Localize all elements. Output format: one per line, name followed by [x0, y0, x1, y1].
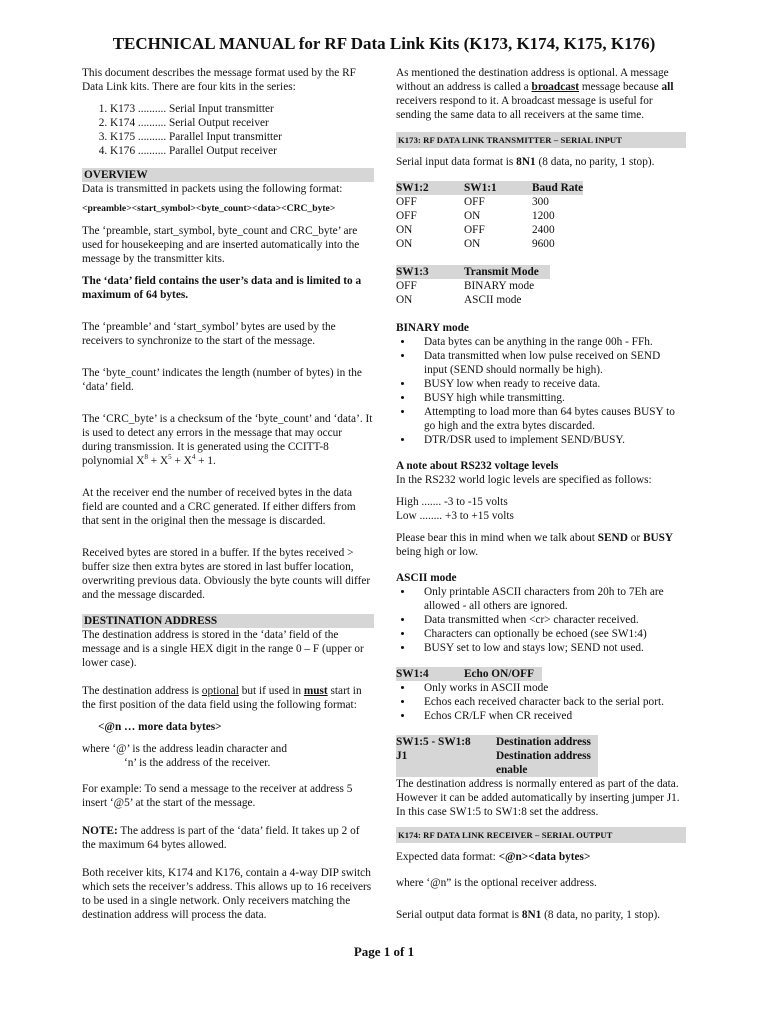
serial-format-paragraph — [396, 155, 686, 169]
kit-item: 2. K174 .......... Serial Output receiver — [110, 116, 374, 130]
table-header-cell: Baud Rate — [532, 182, 584, 194]
ascii-heading: ASCII mode — [396, 572, 457, 584]
list-item: • BUSY low when ready to receive data. — [414, 377, 686, 391]
table-cell: Destination address — [496, 735, 598, 749]
intro-paragraph: This document describes the message format used by the RF Data Link kits. There are four kits in the series: — [82, 67, 356, 93]
text: (8 data, no parity, 1 stop). — [535, 156, 655, 168]
busy-word: BUSY — [642, 532, 674, 544]
destination-enable-paragraph: The destination address is normally entered as part of the data. However it can be added automatically by inserting jumper J1. In this case SW1:5 to SW1:8 set the address. — [396, 778, 680, 818]
all-word: all — [661, 81, 674, 93]
must-word: must — [303, 685, 328, 697]
kit-item: 4. K176 .......... Parallel Output receiver — [110, 144, 374, 158]
send-word: SEND — [597, 532, 628, 544]
table-header-row — [396, 181, 583, 195]
crc-exponent: 8 — [144, 453, 148, 462]
list-item: • BUSY high while transmitting. — [414, 391, 686, 405]
preamble-paragraph: The ‘preamble’ and ‘start_symbol’ bytes are used by the receivers to synchronize to the start of the message. — [82, 321, 336, 347]
table-cell: ON — [464, 238, 481, 250]
table-header-cell: Transmit Mode — [464, 265, 550, 279]
optional-word: optional — [201, 685, 239, 697]
kit-item: 3. K175 .......... Parallel Input transmitter — [110, 130, 374, 144]
list-item: • DTR/DSR used to implement SEND/BUSY. — [414, 433, 686, 447]
text: start in the first position of the data field using the following format: — [82, 685, 362, 711]
list-item: • Data bytes can be anything in the range 00h - FFh. — [414, 335, 686, 349]
table-row — [396, 237, 583, 251]
text: The destination address is — [82, 685, 202, 697]
table-row — [396, 749, 598, 777]
destination-format: <@n … more data bytes> — [98, 721, 222, 733]
table-cell: OFF — [396, 280, 417, 292]
table-row — [396, 735, 598, 749]
overview-text: Data is transmitted in packets using the following format: — [82, 183, 343, 195]
table-row — [396, 209, 583, 223]
table-cell: Destination address enable — [496, 749, 598, 777]
table-cell: ON — [396, 224, 413, 236]
where-line: where ‘@’ is the address leadin character and — [82, 743, 287, 755]
table-row — [396, 279, 550, 293]
page-title: TECHNICAL MANUAL for RF Data Link Kits (K173, K174, K175, K176) — [112, 34, 656, 53]
text: or — [627, 532, 643, 544]
output-format-paragraph — [396, 908, 686, 922]
rs232-heading: A note about RS232 voltage levels — [396, 460, 559, 472]
packet-format: <preamble><start_symbol><byte_count><data><CRC_byte> — [82, 203, 336, 214]
crc-text: + X — [147, 455, 169, 467]
crc-paragraph — [82, 412, 374, 468]
list-item: • Echos each received character back to the serial port. — [414, 695, 686, 709]
list-item: • Echos CR/LF when CR received — [414, 709, 686, 723]
table-cell: 9600 — [532, 238, 555, 250]
text: message because — [579, 81, 662, 93]
binary-heading: BINARY mode — [396, 322, 469, 334]
broadcast-word: broadcast — [531, 81, 580, 93]
where-at-paragraph: where ‘@n” is the optional receiver address. — [396, 877, 597, 889]
text: Serial output data format is — [396, 909, 522, 921]
text: receivers respond to it. A broadcast message is useful for sending the same data to all receivers at the same time. — [396, 95, 653, 121]
example-paragraph: For example: To send a message to the receiver at address 5 insert ‘@5’ at the start of the message. — [82, 783, 353, 809]
table-cell: OFF — [396, 196, 417, 208]
note-label: NOTE: — [82, 825, 118, 837]
table-header-cell: Echo ON/OFF — [464, 667, 542, 681]
destination-paragraph: The destination address is stored in the ‘data’ field of the message and is a single HEX digit in the range 0 – F (upper or lower case). — [82, 629, 364, 669]
overview-heading: OVERVIEW — [82, 168, 374, 182]
list-item: • Characters can optionally be echoed (see SW1:4) — [414, 627, 686, 641]
bytecount-paragraph: The ‘byte_count’ indicates the length (number of bytes) in the ‘data’ field. — [82, 367, 362, 393]
data-limit-paragraph: The ‘data’ field contains the user’s data and is limited to a maximum of 64 bytes. — [82, 275, 362, 301]
expected-format-code: <@n><data bytes> — [498, 851, 591, 863]
format-code: 8N1 — [521, 909, 542, 921]
table-cell: ASCII mode — [464, 294, 522, 306]
ascii-list — [396, 585, 686, 655]
where-line: ‘n’ is the address of the receiver. — [124, 757, 271, 769]
destination-table — [396, 735, 598, 777]
list-item: • BUSY set to low and stays low; SEND not used. — [414, 641, 686, 655]
table-cell: ON — [396, 294, 413, 306]
table-header-row — [396, 667, 542, 681]
note-paragraph — [82, 824, 374, 852]
table-cell: BINARY mode — [464, 280, 535, 292]
text: but if used in — [238, 685, 304, 697]
destination-heading: DESTINATION ADDRESS — [82, 614, 374, 628]
note-text: The address is part of the ‘data’ field. It takes up 2 of the maximum 64 bytes allowed. — [82, 825, 360, 851]
voltage-levels — [396, 495, 686, 523]
text: As mentioned the destination address is optional. A message without an address is called a — [396, 67, 669, 93]
format-code: 8N1 — [516, 156, 536, 168]
table-cell: 2400 — [532, 224, 555, 236]
table-header-row — [396, 265, 550, 279]
table-header-cell: SW1:4 — [396, 667, 464, 681]
k174-heading: K174: RF DATA LINK RECEIVER – SERIAL OUTPUT — [396, 827, 686, 843]
table-cell: OFF — [464, 224, 485, 236]
table-header-cell: SW1:3 — [396, 265, 464, 279]
kit-list — [82, 102, 374, 158]
bear-paragraph — [396, 531, 686, 559]
crc-text: + 1. — [195, 455, 216, 467]
text: Please bear this in mind when we talk about — [396, 532, 598, 544]
text: Serial input data format is — [396, 156, 517, 168]
list-item: • Only works in ASCII mode — [414, 681, 686, 695]
list-item: • Data transmitted when <cr> character received. — [414, 613, 686, 627]
table-cell: ON — [396, 238, 413, 250]
table-row — [396, 223, 583, 237]
table-cell: OFF — [396, 210, 417, 222]
voltage-high: High ....... -3 to -15 volts — [396, 496, 508, 508]
crc-text: The ‘CRC_byte’ is a checksum of the ‘byte_count’ and ‘data’. It is used to detect any errors in the message that may occur during transmission. It is generated using the CCITT-8 polynomial X — [82, 413, 373, 467]
list-item: • Only printable ASCII characters from 20h to 7Eh are allowed - all others are ignored. — [414, 585, 686, 613]
mode-table — [396, 265, 550, 307]
table-header-cell: SW1:2 — [396, 181, 464, 195]
right-column — [396, 66, 686, 930]
voltage-low: Low ........ +3 to +15 volts — [396, 510, 514, 522]
text: (8 data, no parity, 1 stop). — [541, 909, 661, 921]
echo-list — [396, 681, 686, 723]
list-item: • Data transmitted when low pulse received on SEND input (SEND should normally be high). — [414, 349, 686, 377]
text: Expected data format: — [396, 851, 499, 863]
where-block — [82, 742, 374, 770]
housekeeping-paragraph: The ‘preamble, start_symbol, byte_count and CRC_byte’ are used for housekeeping and are inserted automatically into the message by the transmitter kits. — [82, 225, 360, 265]
baud-table — [396, 181, 583, 251]
binary-list — [396, 335, 686, 447]
crc-text: + X — [171, 455, 192, 467]
table-cell: SW1:5 - SW1:8 — [396, 735, 496, 749]
receiver-paragraph: At the receiver end the number of received bytes in the data field are counted and a CRC generated. If either differs from that sent in the original then the message is discarded. — [82, 487, 356, 527]
k173-heading: K173: RF DATA LINK TRANSMITTER – SERIAL INPUT — [396, 132, 686, 148]
kit-item: 1. K173 .......... Serial Input transmitter — [110, 102, 374, 116]
echo-table — [396, 667, 542, 681]
table-header-cell: SW1:1 — [464, 181, 532, 195]
text: being high or low. — [396, 546, 479, 558]
table-cell: J1 — [396, 749, 496, 777]
table-row — [396, 293, 550, 307]
table-cell: ON — [464, 210, 481, 222]
crc-exponent: 4 — [191, 453, 196, 462]
table-cell: OFF — [464, 196, 485, 208]
buffer-paragraph: Received bytes are stored in a buffer. If the bytes received > buffer size then extra bytes are stored in last buffer location, overwriting previous data. Obviously the byte counts will differ and the message discarded. — [82, 547, 371, 601]
crc-exponent: 5 — [168, 453, 172, 462]
dip-paragraph: Both receiver kits, K174 and K176, contain a 4-way DIP switch which sets the receiver’s address. This allows up to 16 receivers to be used in a single network. Only receivers matching the destination address will process the data. — [82, 867, 372, 921]
table-row — [396, 195, 583, 209]
optional-paragraph — [82, 684, 374, 712]
left-column — [82, 66, 374, 930]
list-item: • Attempting to load more than 64 bytes causes BUSY to go high and the extra bytes discarded. — [414, 405, 686, 433]
rs232-text: In the RS232 world logic levels are specified as follows: — [396, 474, 652, 486]
page-number: Page 1 of 1 — [353, 944, 415, 959]
table-cell: 1200 — [532, 210, 555, 222]
broadcast-paragraph — [396, 66, 686, 122]
expected-format-paragraph — [396, 850, 686, 864]
table-cell: 300 — [532, 196, 549, 208]
